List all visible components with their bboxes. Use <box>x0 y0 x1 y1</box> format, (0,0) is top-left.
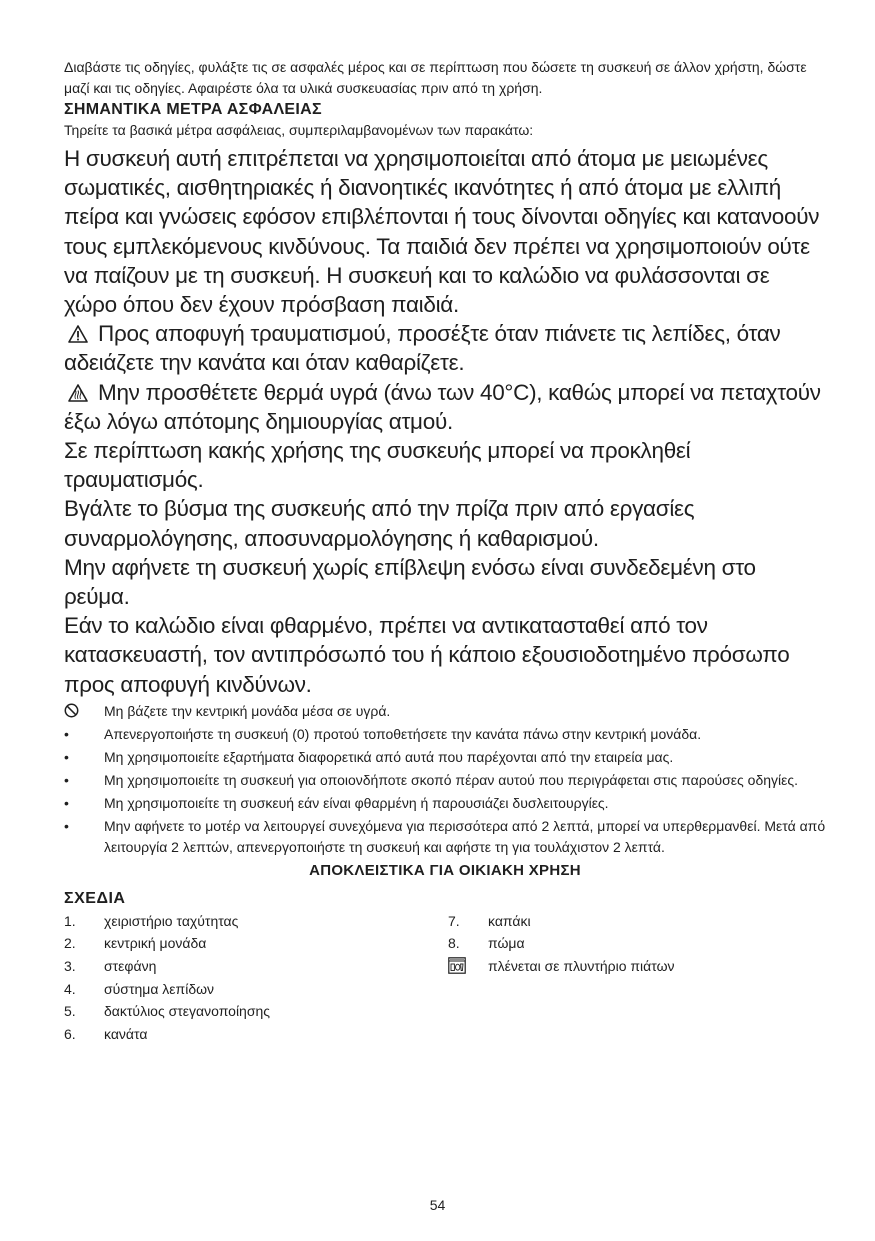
part-label: δακτύλιος στεγανοποίησης <box>104 1003 271 1020</box>
bullet-text: Μη χρησιμοποιείτε τη συσκευή εάν είναι φθαρμένη ή παρουσιάζει δυσλειτουργίες. <box>104 794 609 811</box>
dishwasher-icon <box>448 955 488 978</box>
list-item <box>448 932 675 955</box>
list-item <box>64 955 270 978</box>
part-number: 6. <box>64 1025 76 1042</box>
bullet-mark: • <box>64 748 69 765</box>
part-label: πώμα <box>488 935 525 952</box>
part-label: στεφάνη <box>104 958 157 975</box>
part-number: 3. <box>64 958 76 975</box>
safety-bullet-list <box>64 701 826 858</box>
part-label: κανάτα <box>104 1025 148 1042</box>
bullet-text: Μη βάζετε την κεντρική μονάδα μέσα σε υγρά. <box>104 702 391 719</box>
bullet-text: Μην αφήνετε το μοτέρ να λειτουργεί συνεχόμενα για περισσότερα από 2 λεπτά, μπορεί να υπερθερμανθεί. Μετά από λειτουργία 2 λεπτών, απενεργοποιήστε τη συσκευή και αφήστε τη για τουλάχιστον 2 λεπτά. <box>104 817 826 855</box>
list-item <box>64 701 826 722</box>
warning-triangle-icon <box>68 325 88 343</box>
safety-paragraph-2-text: Προς αποφυγή τραυματισμού, προσέξτε όταν πιάνετε τις λεπίδες, όταν αδειάζετε την κανάτα και όταν καθαρίζετε. <box>64 321 781 376</box>
list-item <box>64 1023 270 1046</box>
list-item <box>64 724 826 745</box>
list-item <box>64 932 270 955</box>
list-item <box>64 910 270 933</box>
hot-warning-icon <box>68 384 88 402</box>
parts-column-left <box>64 910 270 1046</box>
bullet-mark: • <box>64 817 69 834</box>
bullet-text: Μη χρησιμοποιείτε τη συσκευή για οποιονδήποτε σκοπό πέραν αυτού που περιγράφεται στις παρούσες οδηγίες. <box>104 771 799 788</box>
part-number: 5. <box>64 1003 76 1020</box>
intro-text: Διαβάστε τις οδηγίες, φυλάξτε τις σε ασφαλές μέρος και σε περίπτωση που δώσετε τη συσκευή σε άλλον χρήστη, δώστε μαζί και τις οδηγίες. Αφαιρέστε όλα τα υλικά συσκευασίας πριν από τη χρήση. <box>64 59 807 96</box>
list-item <box>64 793 826 814</box>
part-number: 1. <box>64 912 76 929</box>
list-item <box>64 978 270 1001</box>
safety-paragraph-3-text: Μην προσθέτετε θερμά υγρά (άνω των 40°C), καθώς μπορεί να πεταχτούν έξω λόγω απότομης δημιουργίας ατμού. <box>64 379 821 434</box>
document-page <box>64 57 826 1050</box>
safety-heading: ΣΗΜΑΝΤΙΚΑ ΜΕΤΡΑ ΑΣΦΑΛΕΙΑΣ <box>64 101 322 118</box>
part-label: καπάκι <box>488 912 531 929</box>
part-number: 7. <box>448 912 460 929</box>
safety-subtitle: Τηρείτε τα βασικά μέτρα ασφάλειας, συμπεριλαμβανομένων των παρακάτω: <box>64 122 534 138</box>
part-label: κεντρική μονάδα <box>104 935 207 952</box>
list-item <box>64 1000 270 1023</box>
bullet-mark: • <box>64 771 69 788</box>
safety-paragraph-1: Η συσκευή αυτή επιτρέπεται να χρησιμοποιείται από άτομα με μειωμένες σωματικές, αισθητηριακές ή διανοητικές ικανότητες ή από άτομα με ελλιπή πείρα και γνώσεις εφόσον επιβλέπονται ή τους δίνονται οδηγίες και κατανοούν τους εμπλεκόμενους κινδύνους. Τα παιδιά δεν πρέπει να χρησιμοποιούν ούτε να παίζουν με τη συσκευή. Η συσκευή και το καλώδιο να φυλάσσονται σε χώρο όπου δεν έχουν πρόσβαση παιδιά. <box>64 146 820 318</box>
part-number: 8. <box>448 935 460 952</box>
part-label: σύστημα λεπίδων <box>104 980 215 997</box>
list-item <box>64 747 826 768</box>
prohibited-icon <box>64 701 84 722</box>
safety-paragraph-3 <box>64 378 826 436</box>
page-number: 54 <box>429 1197 446 1213</box>
parts-list <box>64 910 826 1050</box>
parts-heading: ΣΧΕΔΙΑ <box>64 889 126 907</box>
part-label: χειριστήριο ταχύτητας <box>104 912 239 929</box>
bullet-text: Απενεργοποιήστε τη συσκευή (0) προτού τοποθετήσετε την κανάτα πάνω στην κεντρική μονάδα. <box>104 725 702 742</box>
part-number: 4. <box>64 980 76 997</box>
bullet-text: Μη χρησιμοποιείτε εξαρτήματα διαφορετικά από αυτά που παρέχονται από την εταιρεία μας. <box>104 748 674 765</box>
parts-column-right <box>448 910 675 978</box>
bullet-mark: • <box>64 725 69 742</box>
list-item <box>448 910 675 933</box>
household-use-heading: ΑΠΟΚΛΕΙΣΤΙΚΑ ΓΙΑ ΟΙΚΙΑΚΗ ΧΡΗΣΗ <box>309 861 581 879</box>
safety-paragraph-6: Μην αφήνετε τη συσκευή χωρίς επίβλεψη ενόσω είναι συνδεδεμένη στο ρεύμα. <box>64 554 756 610</box>
safety-paragraph-2 <box>64 319 826 377</box>
safety-paragraph-5: Βγάλτε το βύσμα της συσκευής από την πρίζα πριν από εργασίες συναρμολόγησης, αποσυναρμολόγησης ή καθαρισμού. <box>64 496 695 551</box>
list-item <box>64 816 826 858</box>
list-item <box>448 955 675 978</box>
safety-paragraph-4: Σε περίπτωση κακής χρήσης της συσκευής μπορεί να προκληθεί τραυματισμός. <box>64 438 691 493</box>
part-number: 2. <box>64 935 76 952</box>
dishwasher-label: πλένεται σε πλυντήριο πιάτων <box>488 958 675 975</box>
safety-paragraph-7: Εάν το καλώδιο είναι φθαρμένο, πρέπει να αντικατασταθεί από τον κατασκευαστή, τον αντιπρόσωπό του ή κάποιο εξουσιοδοτημένο πρόσωπο προς αποφυγή κινδύνων. <box>64 613 790 697</box>
bullet-mark: • <box>64 794 69 811</box>
list-item <box>64 770 826 791</box>
